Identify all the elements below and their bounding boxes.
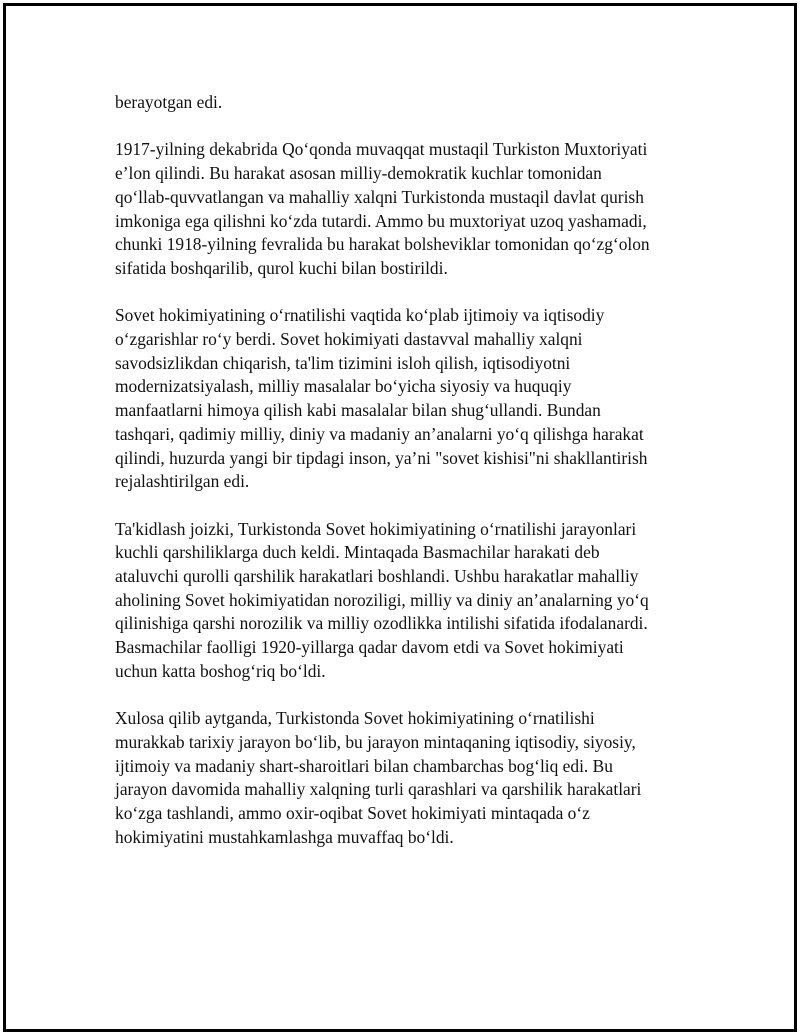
paragraph-muxtoriyat: 1917-yilning dekabrida Qo‘qonda muvaqqat mustaqil Turkiston Muxtoriyati e’lon qilindi. Bu harakat asosan milliy-demokratik kuchlar tomonidan qo‘llab-quvvatlangan va mahalliy xalqni Turkistonda mustaqil davlat qurish imkoniga ega qilishni ko‘zda tutardi. Ammo bu muxtoriyat uzoq yashamadi, chunki 1918-yilning fevralida bu harakat bolsheviklar tomonidan qo‘zg‘olon sifatida boshqarilib, qurol kuchi bilan bostirildi.	[115, 139, 650, 278]
document-body	[115, 91, 690, 849]
paragraph-resistance: Ta'kidlash joizki, Turkistonda Sovet hokimiyatining o‘rnatilishi jarayonlari kuchli qarshiliklarga duch keldi. Mintaqada Basmachilar harakati deb ataluvchi qurolli qarshilik harakatlari boshlandi. Ushbu harakatlar mahalliy aholining Sovet hokimiyatidan noroziligi, milliy va diniy an’analarning yo‘q qilinishiga qarshi norozilik va milliy ozodlikka intilishi sifatida ifodalanardi. Basmachilar faolligi 1920-yillarga qadar davom etdi va Sovet hokimiyati uchun katta boshog‘riq bo‘ldi.	[115, 518, 649, 681]
paragraph-continuation: berayotgan edi.	[115, 92, 223, 112]
paragraph-soviet-changes: Sovet hokimiyatining o‘rnatilishi vaqtida ko‘plab ijtimoiy va iqtisodiy o‘zgarishlar ro‘y berdi. Sovet hokimiyati dastavval mahalliy xalqni savodsizlikdan chiqarish, ta'lim tizimini isloh qilish, iqtisodiyotni modernizatsiyalash, milliy masalalar bo‘yicha siyosiy va huquqiy manfaatlarni himoya qilish kabi masalalar bilan shug‘ullandi. Bundan tashqari, qadimiy milliy, diniy va madaniy an’analarni yo‘q qilishga harakat qilindi, huzurda yangi bir tipdagi inson, ya’ni "sovet kishisi"ni shakllantirish rejalashtirilgan edi.	[115, 305, 648, 492]
paragraph-conclusion: Xulosa qilib aytganda, Turkistonda Sovet hokimiyatining o‘rnatilishi murakkab tarixiy jarayon bo‘lib, bu jarayon mintaqaning iqtisodiy, siyosiy, ijtimoiy va madaniy shart-sharoitlari bilan chambarchas bog‘liq edi. Bu jarayon davomida mahalliy xalqning turli qarashlari va qarshilik harakatlari ko‘zga tashlandi, ammo oxir-oqibat Sovet hokimiyati mintaqada o‘z hokimiyatini mustahkamlashga muvaffaq bo‘ldi.	[115, 708, 642, 847]
